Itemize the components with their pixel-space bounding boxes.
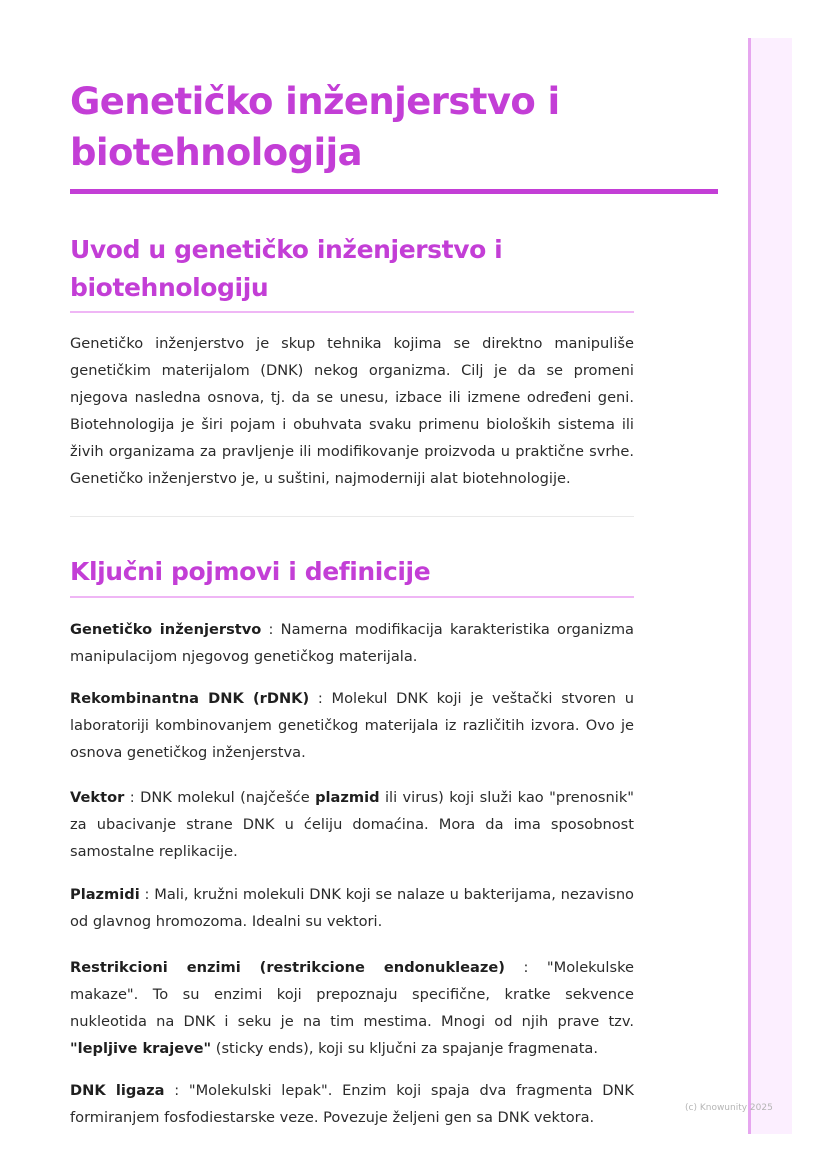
- definition-separator: :: [164, 1082, 189, 1099]
- definition-term: Genetičko inženjerstvo: [70, 621, 262, 638]
- definition-recombinant-dna: [70, 685, 634, 766]
- side-margin-panel: [748, 38, 792, 1134]
- definition-separator: :: [139, 886, 155, 903]
- definition-term: Rekombinantna DNK (rDNK): [70, 690, 310, 707]
- definition-emphasis: plazmid: [315, 789, 380, 806]
- definition-emphasis: "lepljive krajeve": [70, 1040, 212, 1057]
- section-separator: [70, 516, 634, 517]
- definition-term: DNK ligaza: [70, 1082, 165, 1099]
- definition-plasmids: [70, 881, 634, 935]
- side-margin-line: [748, 38, 751, 1134]
- section-divider-intro: [70, 311, 634, 313]
- definition-text: ili virus) koji služi kao "prenosnik" za ubacivanje strane DNK u ćeliju domaćina. Mora da ima sposobnost samostalne replikacije.: [70, 789, 634, 860]
- copyright-notice: (c) Knowunity 2025: [685, 1103, 773, 1113]
- definition-term: Plazmidi: [70, 886, 140, 903]
- definition-text: Namerna modifikacija karakteristika organizma manipulacijom njegovog genetičkog materijala.: [70, 621, 634, 665]
- definition-separator: :: [309, 690, 332, 707]
- definition-vector: [70, 784, 634, 865]
- definition-dna-ligase: [70, 1077, 634, 1131]
- definition-text: "Molekulske makaze". To su enzimi koji prepoznaju specifične, kratke sekvence nukleotida na DNK i seku je na tim mestima. Mnogi od njih prave tzv.: [70, 959, 634, 1030]
- definition-text: Mali, kružni molekuli DNK koji se nalaze u bakterijama, nezavisno od glavnog hromozoma. Idealni su vektori.: [70, 886, 634, 930]
- section-heading-intro: Uvod u genetičko inženjerstvo i biotehnologiju: [70, 235, 503, 302]
- intro-paragraph: Genetičko inženjerstvo je skup tehnika kojima se direktno manipuliše genetičkim materijalom (DNK) nekog organizma. Cilj je da se promeni njegova nasledna osnova, tj. da se unesu, izbace ili izmene određeni geni. Biotehnologija je širi pojam i obuhvata svaku primenu bioloških sistema ili živih organizama za pravljenje ili modifikovanje proizvoda u praktične svrhe. Genetičko inženjerstvo je, u suštini, najmoderniji alat biotehnologije.: [70, 335, 634, 487]
- definition-separator: :: [504, 959, 547, 976]
- definition-restriction-enzymes: [70, 954, 634, 1062]
- definition-text: Molekul DNK koji je veštački stvoren u laboratoriji kombinovanjem genetičkog materijala iz različitih izvora. Ovo je osnova genetičkog inženjerstva.: [70, 690, 634, 761]
- page-title: Genetičko inženjerstvo i biotehnologija: [70, 80, 560, 174]
- title-divider: [70, 189, 718, 194]
- definition-separator: :: [124, 789, 141, 806]
- definition-text: "Molekulski lepak". Enzim koji spaja dva fragmenta DNK formiranjem fosfodiestarske veze. Povezuje željeni gen sa DNK vektora.: [70, 1082, 634, 1126]
- definition-separator: :: [261, 621, 281, 638]
- definition-genetic-engineering: [70, 616, 634, 670]
- definition-text: (sticky ends), koji su ključni za spajanje fragmenata.: [211, 1040, 599, 1057]
- definition-text: DNK molekul (najčešće: [140, 789, 316, 806]
- section-divider-terms: [70, 596, 634, 598]
- section-heading-terms: Ključni pojmovi i definicije: [70, 557, 431, 586]
- definition-term: Restrikcioni enzimi (restrikcione endonukleaze): [70, 959, 505, 976]
- definition-term: Vektor: [70, 789, 125, 806]
